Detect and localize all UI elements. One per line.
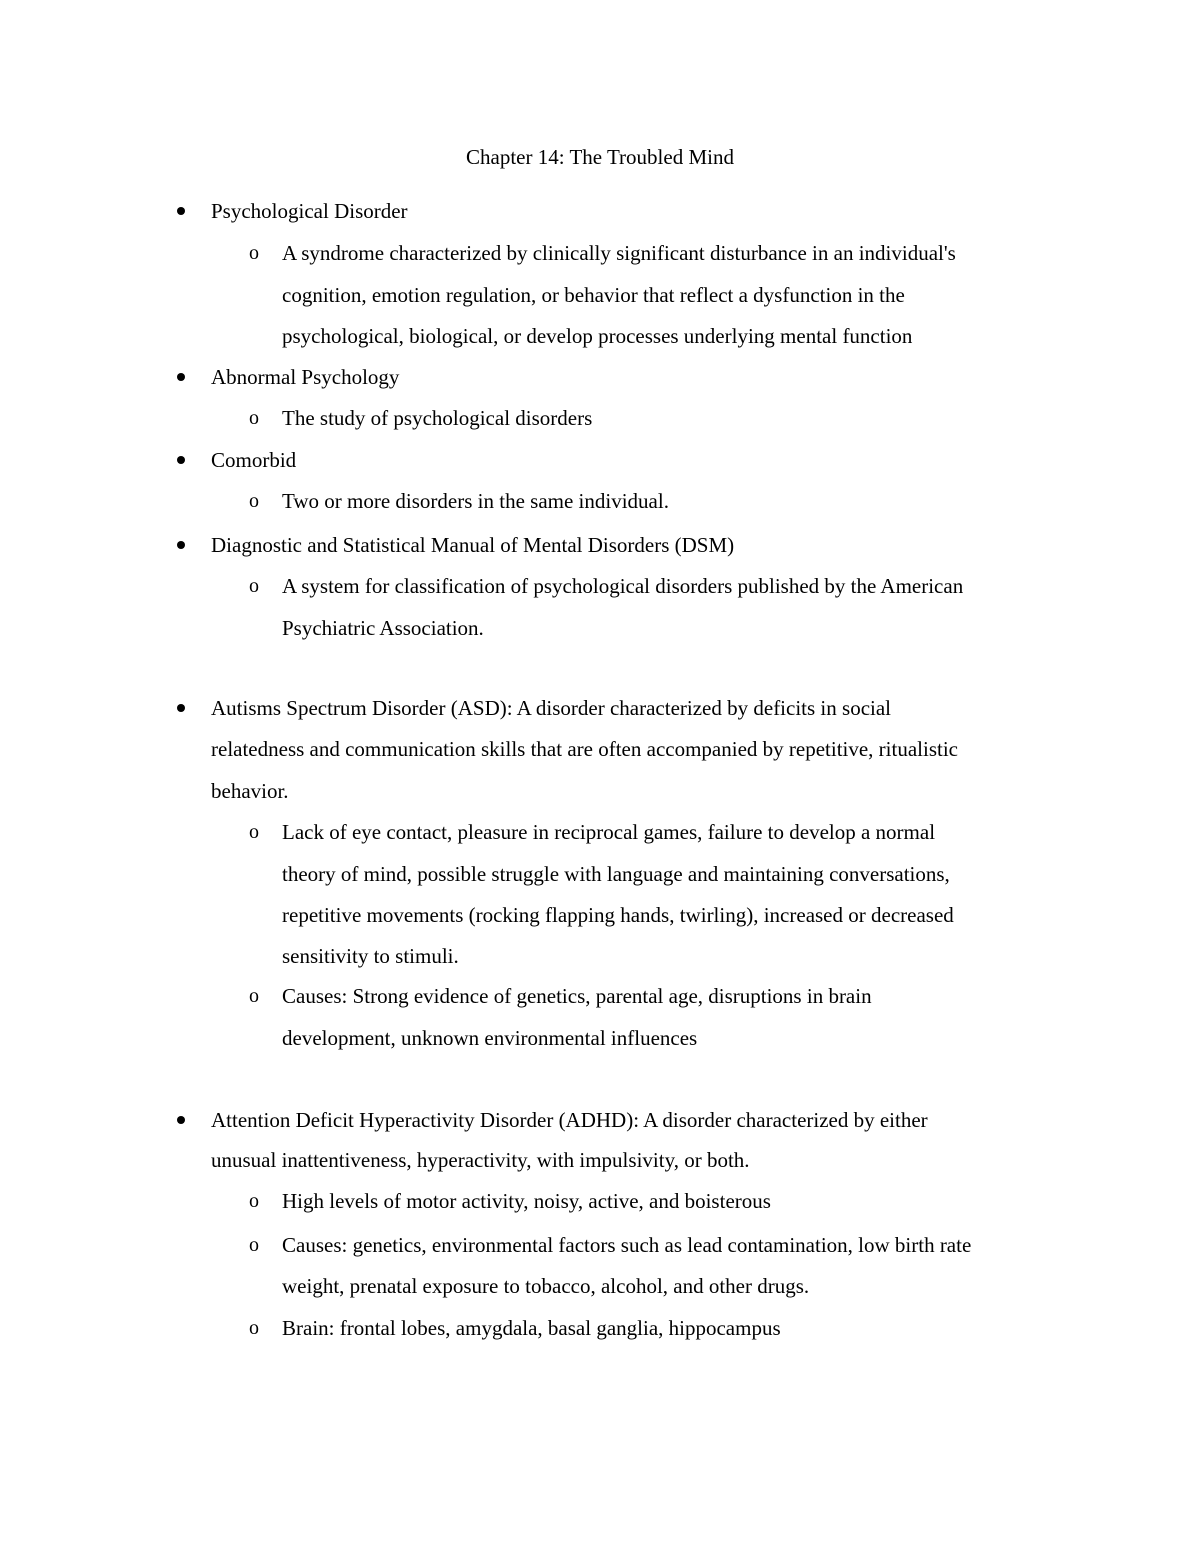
sub-item-text-line: theory of mind, possible struggle with language and maintaining conversations, <box>282 862 950 886</box>
item-text-line: relatedness and communication skills that are often accompanied by repetitive, ritualistic <box>211 737 958 761</box>
bullet-marker <box>177 541 185 549</box>
sub-bullet-marker: o <box>249 985 259 1007</box>
sub-item-text-line: A system for classification of psychological disorders published by the American <box>282 574 964 598</box>
sub-bullet-marker: o <box>249 1317 259 1339</box>
bullet-marker <box>177 704 185 712</box>
sub-bullet-marker: o <box>249 1234 259 1256</box>
sub-bullet-marker: o <box>249 407 259 429</box>
sub-item-text-line: cognition, emotion regulation, or behavior that reflect a dysfunction in the <box>282 283 905 307</box>
sub-item-text-line: A syndrome characterized by clinically significant disturbance in an individual's <box>282 241 956 265</box>
item-text-line: Abnormal Psychology <box>211 365 400 389</box>
sub-item-text-line: Causes: genetics, environmental factors such as lead contamination, low birth rate <box>282 1233 972 1257</box>
sub-bullet-marker: o <box>249 575 259 597</box>
sub-bullet-marker: o <box>249 1190 259 1212</box>
sub-item-text-line: development, unknown environmental influences <box>282 1026 698 1050</box>
bullet-marker <box>177 207 185 215</box>
page-title: Chapter 14: The Troubled Mind <box>466 145 734 169</box>
sub-item-text-line: sensitivity to stimuli. <box>282 944 459 968</box>
item-text-line: Diagnostic and Statistical Manual of Mental Disorders (DSM) <box>211 533 735 557</box>
item-text-line: behavior. <box>211 779 289 803</box>
sub-item-text-line: Brain: frontal lobes, amygdala, basal ganglia, hippocampus <box>282 1316 781 1340</box>
sub-bullet-marker: o <box>249 821 259 843</box>
sub-item-text-line: weight, prenatal exposure to tobacco, alcohol, and other drugs. <box>282 1274 810 1298</box>
item-text-line: Psychological Disorder <box>211 199 408 223</box>
bullet-marker <box>177 1116 185 1124</box>
item-text-line: Attention Deficit Hyperactivity Disorder (ADHD): A disorder characterized by either <box>211 1108 928 1132</box>
sub-item-text-line: Causes: Strong evidence of genetics, parental age, disruptions in brain <box>282 984 872 1008</box>
item-text-line: Autisms Spectrum Disorder (ASD): A disorder characterized by deficits in social <box>211 696 891 720</box>
sub-item-text-line: Psychiatric Association. <box>282 616 484 640</box>
sub-item-text-line: Two or more disorders in the same individual. <box>282 489 669 513</box>
sub-bullet-marker: o <box>249 242 259 264</box>
sub-item-text-line: High levels of motor activity, noisy, active, and boisterous <box>282 1189 771 1213</box>
sub-item-text-line: Lack of eye contact, pleasure in reciprocal games, failure to develop a normal <box>282 820 936 844</box>
sub-item-text-line: repetitive movements (rocking flapping hands, twirling), increased or decreased <box>282 903 954 927</box>
bullet-marker <box>177 456 185 464</box>
item-text-line: unusual inattentiveness, hyperactivity, with impulsivity, or both. <box>211 1148 750 1172</box>
item-text-line: Comorbid <box>211 448 297 472</box>
sub-item-text-line: psychological, biological, or develop processes underlying mental function <box>282 324 913 348</box>
bullet-marker <box>177 373 185 381</box>
sub-item-text-line: The study of psychological disorders <box>282 406 593 430</box>
sub-bullet-marker: o <box>249 490 259 512</box>
